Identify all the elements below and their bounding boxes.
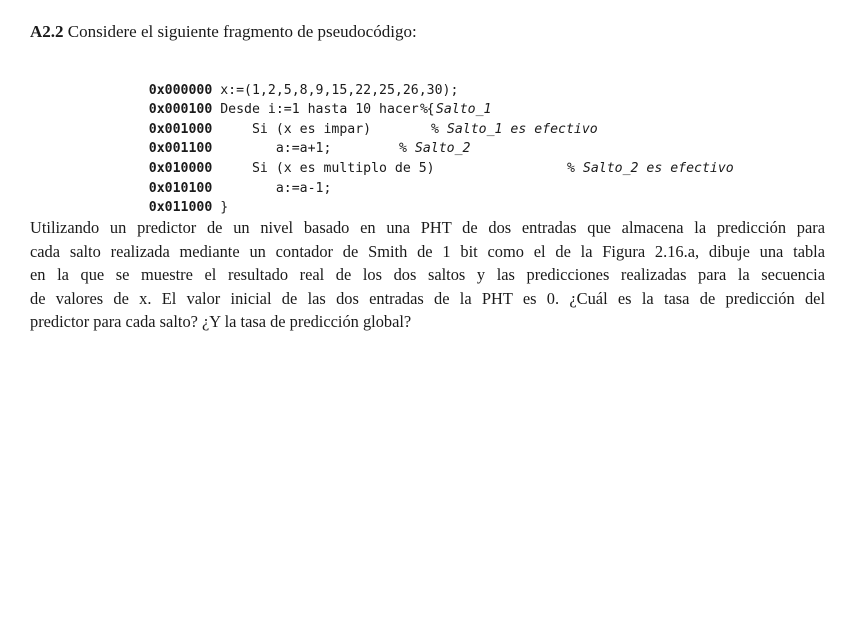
paragraph-line: en la que se muestre el resultado real de los dos saltos y las predicciones realizadas para la secuencia (30, 265, 825, 285)
paragraph-line: cada salto realizada mediante un contador de Smith de 1 bit como el de la Figura 2.16.a, dibuje una tabla (30, 241, 825, 261)
code-address: 0x001000 (148, 121, 213, 137)
code-address: 0x000000 (148, 82, 213, 98)
code-address: 0x001100 (148, 141, 213, 157)
code-line (117, 139, 471, 176)
exercise-intro: Considere el siguiente fragmento de pseudocódigo: (67, 22, 417, 41)
code-comment: % Salto_2 es efectivo (567, 160, 734, 176)
code-line (117, 61, 459, 98)
code-line (117, 179, 458, 216)
code-line (117, 100, 492, 137)
code-line (117, 159, 734, 196)
code-comment: % Salto_1 (420, 102, 492, 118)
pseudocode-block (117, 61, 734, 216)
code-statement: a:=a+1; (212, 141, 332, 157)
code-address: 0x011000 (148, 200, 213, 216)
code-comment: % Salto_2 (399, 141, 471, 157)
code-statement: a:=a-1; (212, 180, 332, 196)
code-comment: % Salto_1 es efectivo (431, 121, 598, 137)
code-statement: Si (x es multiplo de 5) (212, 160, 435, 176)
code-address: 0x000100 (148, 102, 213, 118)
paragraph-line: Utilizando un predictor de un nivel basado en una PHT de dos entradas que almacena la predicción para (30, 218, 825, 237)
paragraph-line: predictor para cada salto? ¿Y la tasa de predicción global? (30, 312, 412, 332)
exercise-question (30, 216, 825, 334)
code-statement: Desde i:=1 hasta 10 hacer { (212, 102, 435, 118)
code-statement: } (212, 200, 229, 216)
code-statement: x:=(1,2,5,8,9,15,22,25,26,30); (212, 82, 459, 98)
paragraph-line: de valores de x. El valor inicial de las dos entradas de la PHT es 0. ¿Cuál es la tasa de predicción del (30, 288, 825, 308)
code-address: 0x010000 (148, 160, 213, 176)
code-statement: Si (x es impar) (212, 121, 372, 137)
code-address: 0x010100 (148, 180, 213, 196)
exercise-heading (30, 22, 417, 42)
exercise-number: A2.2 (30, 22, 64, 41)
